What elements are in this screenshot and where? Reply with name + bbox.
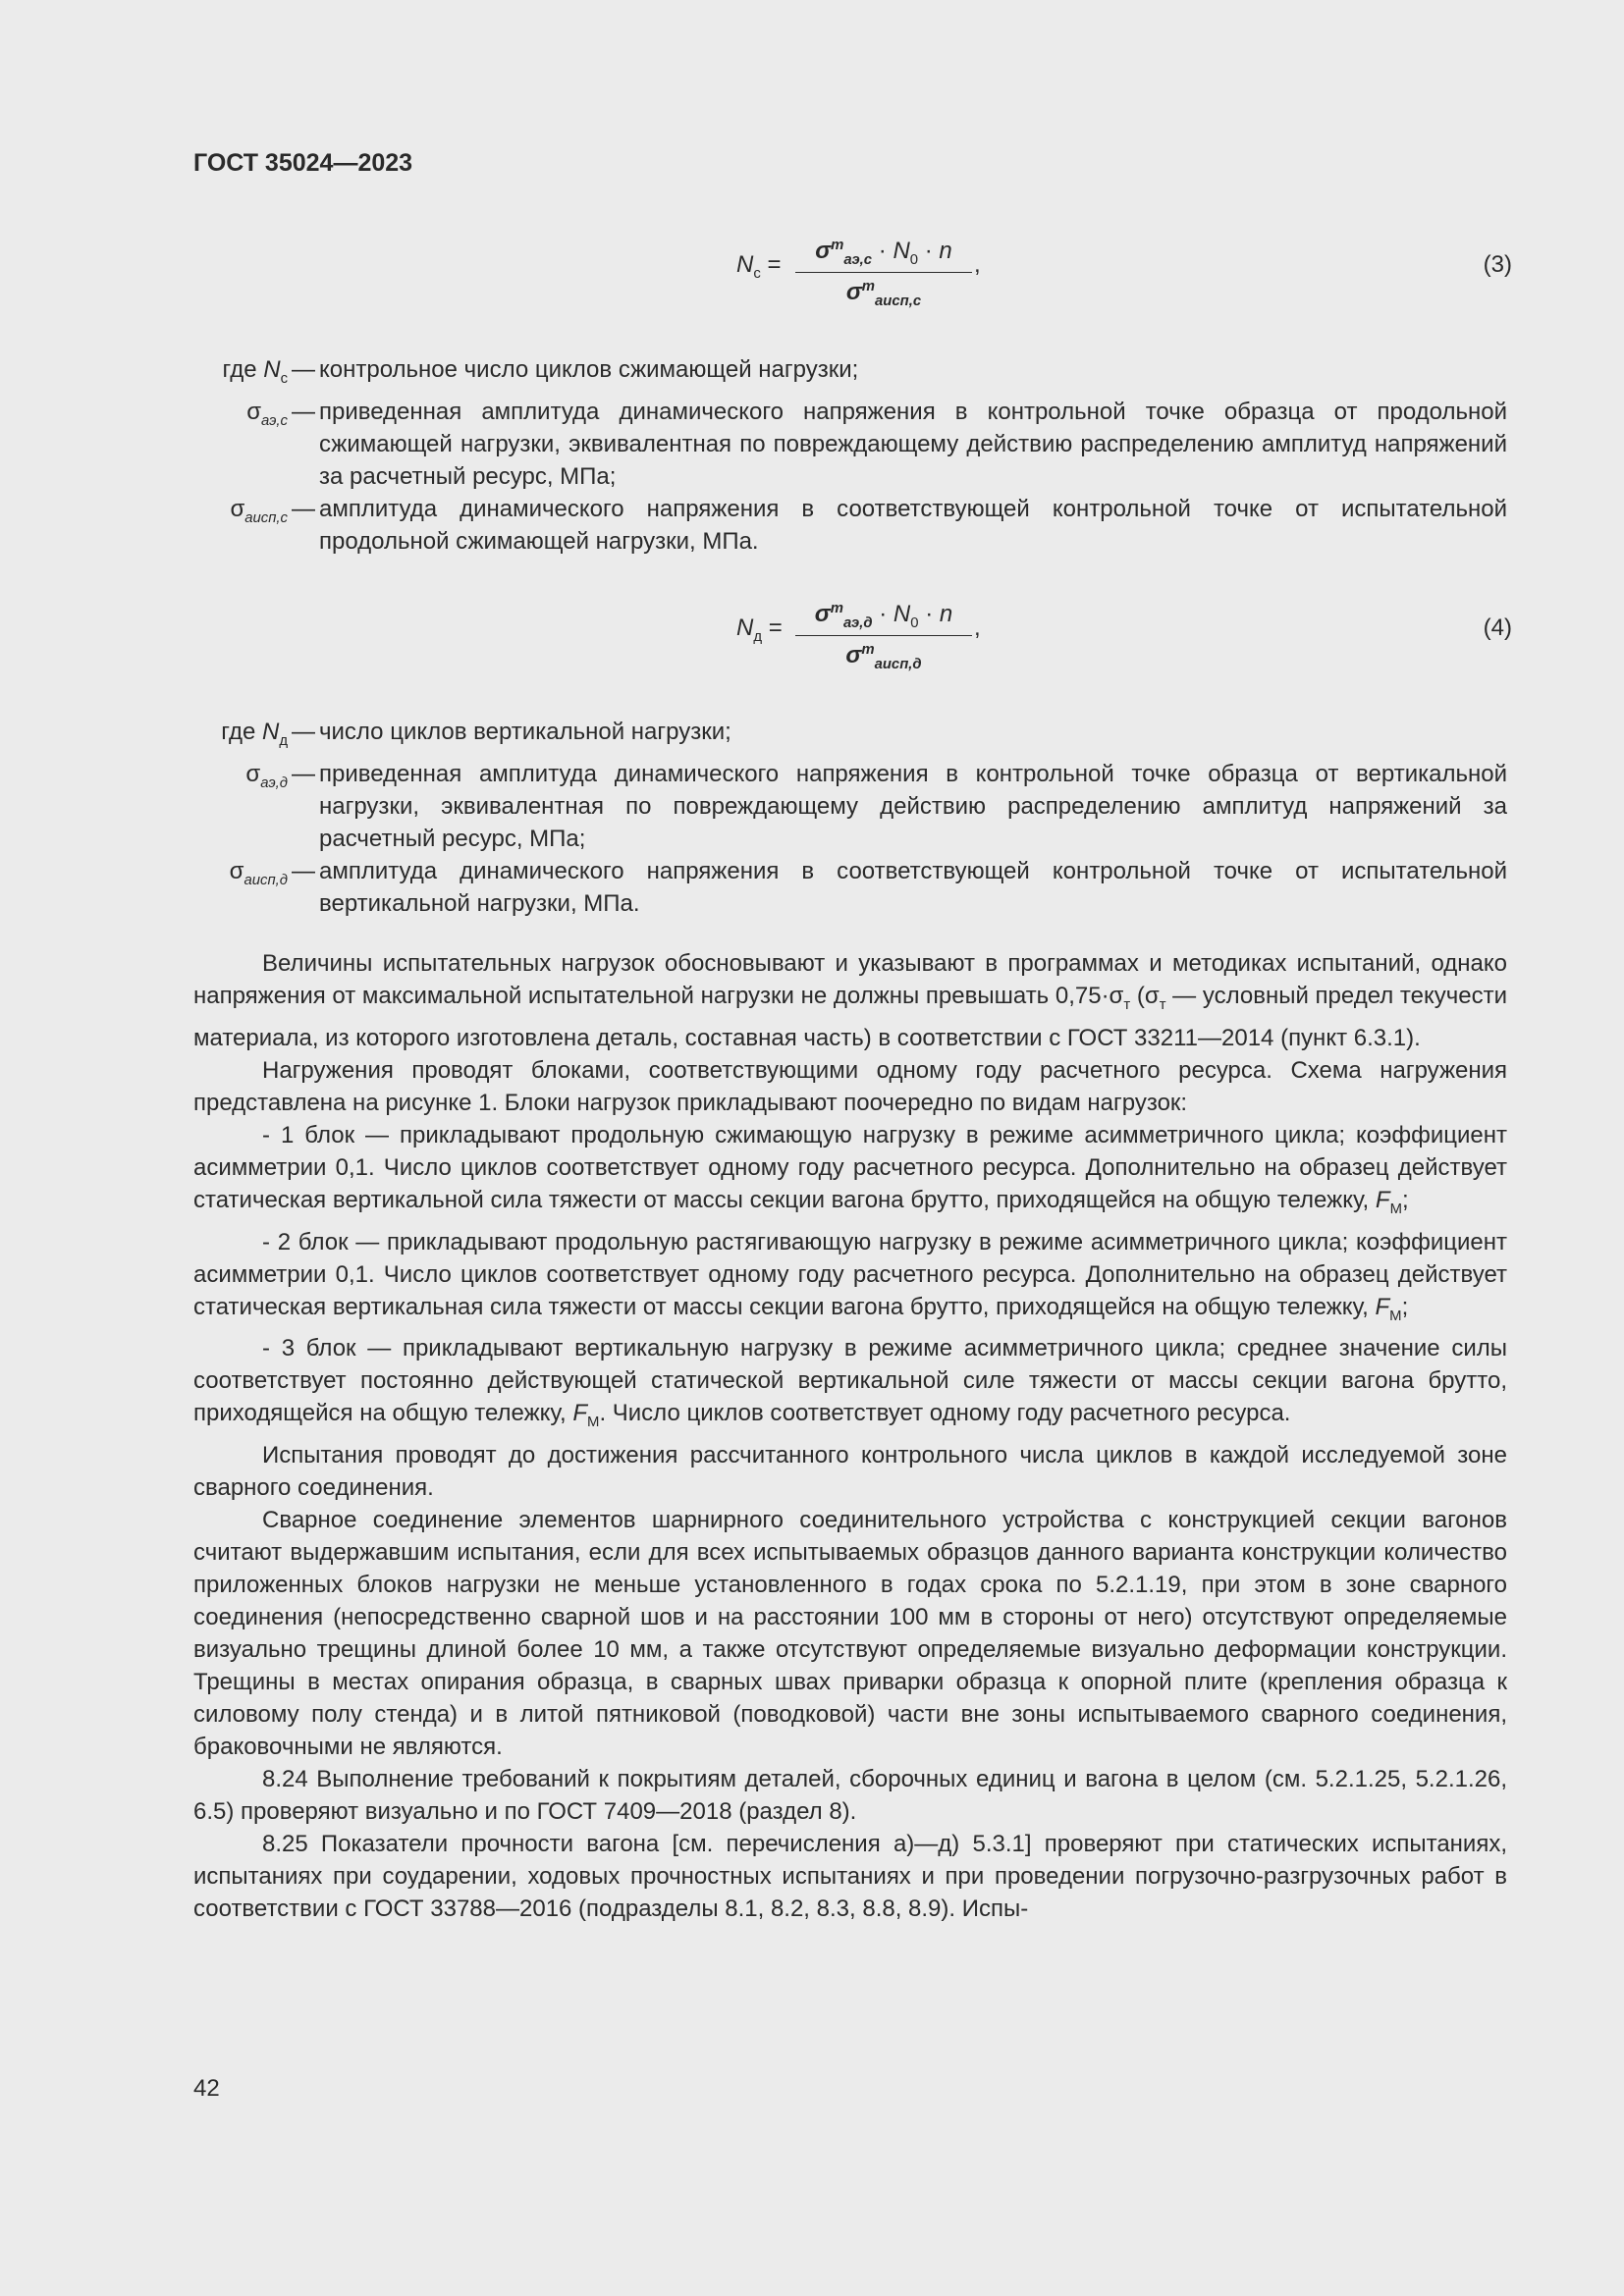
equation-number: (3) <box>1483 251 1512 278</box>
paragraph: Нагружения проводят блоками, соответствующими одному году расчетного ресурса. Схема нагружения представлена на рисунке 1. Блоки нагрузок прикладывают поочередно по видам нагрузок: <box>193 1056 1507 1116</box>
page-number: 42 <box>193 2075 220 2102</box>
definition-term: $\sigma_{аэ,с}$ <box>246 398 288 429</box>
definition-row: где $N_д$ — число циклов вертикальной нагрузки; <box>193 716 1507 758</box>
definition-row: $\sigma_{аисп,с}$ — амплитуда динамического напряжения в соответствующей контрольной точке от испытательной продольной сжимающей нагрузки, МПа. <box>193 493 1507 558</box>
definition-row: $\sigma_{аэ,с}$ — приведенная амплитуда динамического напряжения в контрольной точке образца от продольной сжимающей нагрузки, эквивалентная по повреждающему действию распределению амплитуд напряжений за расчетный ресурс, МПа; <box>193 396 1507 493</box>
definition-text: контрольное число циклов сжимающей нагрузки; <box>319 356 859 383</box>
formula-lhs: $N_с$ = <box>736 251 782 282</box>
definition-term: где $N_с$ <box>222 356 288 387</box>
paragraph: 8.24 Выполнение требований к покрытиям деталей, сборочных единиц и вагона в целом (см. 5.2.1.25, 5.2.1.26, 6.5) проверяют визуально и по ГОСТ 7409—2018 (раздел 8). <box>193 1766 1507 1826</box>
formula-fraction <box>795 238 972 309</box>
definition-text: число циклов вертикальной нагрузки; <box>319 719 731 745</box>
definition-row: $\sigma_{аэ,д}$ — приведенная амплитуда динамического напряжения в контрольной точке образца от вертикальной нагрузки, эквивалентная по повреждающему действию распределению амплитуд напряжений за расчетный ресурс, МПа; <box>193 758 1507 855</box>
definitions-list <box>193 353 1507 558</box>
definition-text: амплитуда динамического напряжения в соответствующей контрольной точке от испытательной продольной сжимающей нагрузки, МПа. <box>319 495 1507 555</box>
definition-term: $\sigma_{аисп,с}$ <box>230 495 288 526</box>
definition-term: $\sigma_{аэ,д}$ <box>245 760 288 791</box>
paragraph: 8.25 Показатели прочности вагона [см. перечисления а)—д) 5.3.1] проверяют при статических испытаниях, испытаниях при соударении, ходовых прочностных испытаниях и при проведении погрузочно-разгрузочных работ в соответствии с ГОСТ 33788—2016 (подразделы 8.1, 8.2, 8.3, 8.8, 8.9). Испы- <box>193 1831 1507 1923</box>
list-item: - 1 блок — прикладывают продольную сжимающую нагрузку в режиме асимметричного цикла; коэффициент асимметрии 0,1. Число циклов соответствует одному году расчетного ресурса. Дополнительно на образец действует статическая вертикальной сила тяжести от массы секции вагона брутто, приходящейся на общую тележку, $F_M$; <box>193 1121 1507 1217</box>
formula-numerator: $\sigma^m_{аэ,с} \cdot N_0 \cdot n$ <box>795 238 972 273</box>
document-header: ГОСТ 35024—2023 <box>193 149 413 177</box>
definitions-list <box>193 716 1507 920</box>
formula-denominator: $\sigma^m_{аисп,с}$ <box>845 278 922 309</box>
paragraph: Испытания проводят до достижения рассчитанного контрольного числа циклов в каждой исследуемой зоне сварного соединения. <box>193 1442 1507 1502</box>
formula-lhs: $N_д$ = <box>736 614 783 645</box>
paragraph: Сварное соединение элементов шарнирного соединительного устройства с конструкцией секции вагонов считают выдержавшим испытания, если для всех испытываемых образцов данного варианта конструкции количество приложенных блоков нагрузки не меньше установленного в годах срока по 5.2.1.19, при этом в зоне сварного соединения (непосредственно сварной шов и на расстоянии 100 мм в стороны от него) отсутствуют определяемые визуально трещины длиной более 10 мм, а также отсутствуют определяемые визуально деформации конструкции. Трещины в местах опирания образца, в сварных швах приварки образца к опорной плите (крепления образца к силовому полу стенда) и в литой пятниковой (поводковой) части вне зоны испытываемого сварного соединения, браковочными не являются. <box>193 1507 1507 1761</box>
definition-text: приведенная амплитуда динамического напряжения в контрольной точке образца от вертикальной нагрузки, эквивалентная по повреждающему действию распределению амплитуд напряжений за расчетный ресурс, МПа; <box>319 760 1507 852</box>
definition-text: амплитуда динамического напряжения в соответствующей контрольной точке от испытательной вертикальной нагрузки, МПа. <box>319 857 1507 917</box>
formula-numerator: $\sigma^m_{аэ,д} \cdot N_0 \cdot n$ <box>795 601 972 636</box>
equation-number: (4) <box>1483 614 1512 641</box>
formula-4: $N_д$ = $\sigma^m_{аэ,д} \cdot N_0 \cdot n$ $\sigma^m_{аисп,д}$ , (4) <box>736 601 1512 672</box>
formula-fraction <box>795 601 972 672</box>
body-text <box>193 947 1507 1925</box>
list-item: - 2 блок — прикладывают продольную растягивающую нагрузку в режиме асимметричного цикла; коэффициент асимметрии 0,1. Число циклов соответствует одному году расчетного ресурса. Дополнительно на образец действует статическая вертикальная сила тяжести от массы секции вагона брутто, приходящейся на общую тележку, $F_M$; <box>193 1228 1507 1324</box>
paragraph: Величины испытательных нагрузок обосновывают и указывают в программах и методиках испытаний, однако напряжения от максимальной испытательной нагрузки не должны превышать $0,75\cdot\sigma_т$ ($\sigma_т$ — условный предел текучести материала, из которого изготовлена деталь, составная часть) в соответствии с ГОСТ 33211—2014 (пункт 6.3.1). <box>193 950 1508 1051</box>
definition-row: где $N_с$ — контрольное число циклов сжимающей нагрузки; <box>193 353 1507 396</box>
definition-text: приведенная амплитуда динамического напряжения в контрольной точке образца от продольной сжимающей нагрузки, эквивалентная по повреждающему действию распределению амплитуд напряжений за расчетный ресурс, МПа; <box>319 398 1507 490</box>
list-item: - 3 блок — прикладывают вертикальную нагрузку в режиме асимметричного цикла; среднее значение силы соответствует постоянно действующей статической вертикальной силе тяжести от массы секции вагона брутто, приходящейся на общую тележку, $F_M$. Число циклов соответствует одному году расчетного ресурса. <box>193 1335 1507 1431</box>
formula-denominator: $\sigma^m_{аисп,д}$ <box>845 641 922 672</box>
formula-3: $N_с$ = $\sigma^m_{аэ,с} \cdot N_0 \cdot n$ $\sigma^m_{аисп,с}$ , (3) <box>736 238 1512 309</box>
definition-term: где $N_д$ <box>221 719 288 749</box>
definition-row: $\sigma_{аисп,д}$ — амплитуда динамического напряжения в соответствующей контрольной точке от испытательной вертикальной нагрузки, МПа. <box>193 855 1507 920</box>
definition-term: $\sigma_{аисп,д}$ <box>229 857 288 888</box>
